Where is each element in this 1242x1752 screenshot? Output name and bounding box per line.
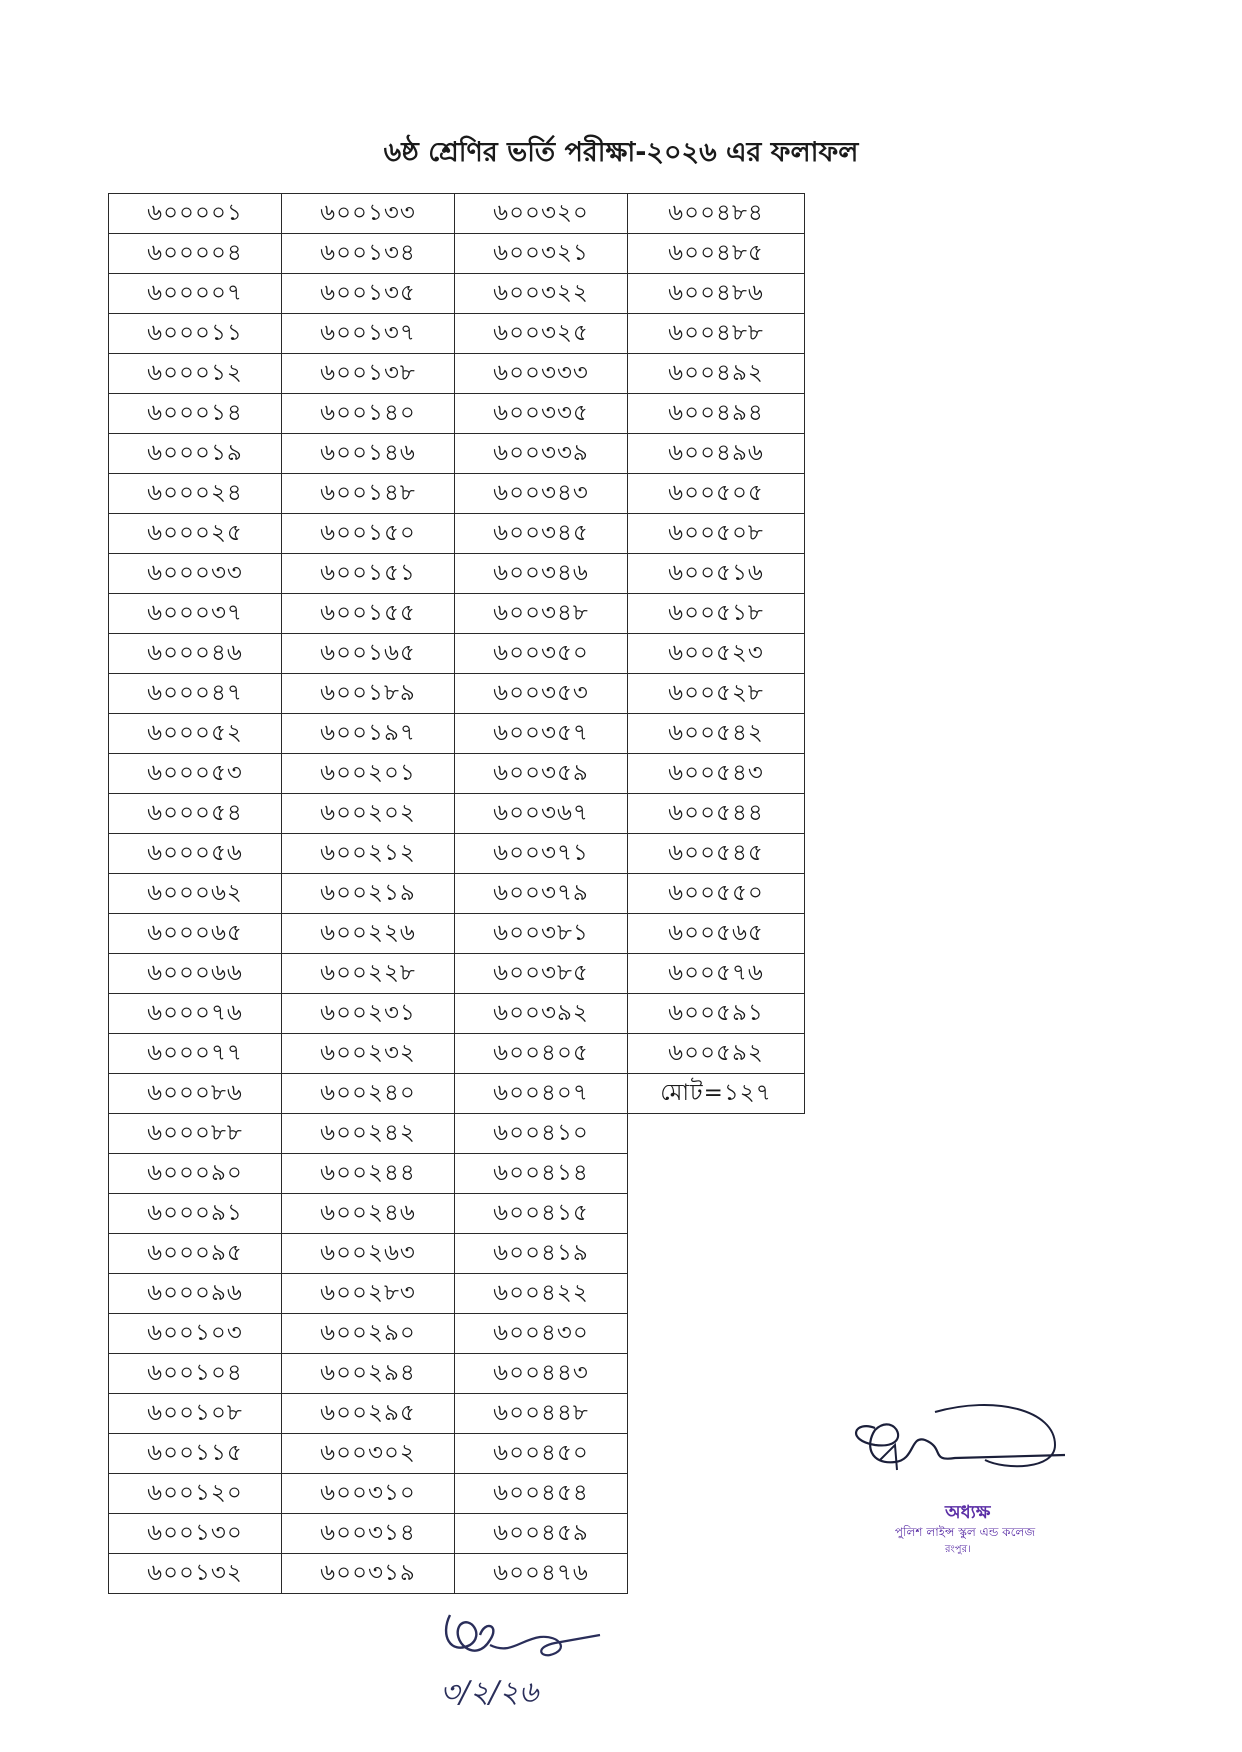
result-table [108,193,805,1594]
table-row [109,1114,805,1154]
table-row [109,394,805,434]
table-row [109,1514,805,1554]
table-row [109,714,805,754]
table-cell [628,1154,805,1194]
table-row [109,274,805,314]
table-cell: ৬০০২৪৪ [282,1154,455,1194]
table-cell: ৬০০২৪২ [282,1114,455,1154]
table-cell: ৬০০৪৮৬ [628,274,805,314]
table-cell: ৬০০৪৮৪ [628,194,805,234]
table-cell: ৬০০৪০৫ [455,1034,628,1074]
table-cell: ৬০০৩৯২ [455,994,628,1034]
table-cell: ৬০০৩৭১ [455,834,628,874]
table-row [109,754,805,794]
table-row [109,834,805,874]
table-cell: ৬০০২২৮ [282,954,455,994]
table-cell: ৬০০১৫০ [282,514,455,554]
table-cell: ৬০০১৬৫ [282,634,455,674]
table-cell: ৬০০৪১০ [455,1114,628,1154]
table-cell: ৬০০০৯৬ [109,1274,282,1314]
table-row [109,794,805,834]
table-row [109,914,805,954]
table-cell: ৬০০২৪৬ [282,1194,455,1234]
table-cell: ৬০০৫৯১ [628,994,805,1034]
table-cell: ৬০০৫৪২ [628,714,805,754]
table-cell: ৬০০৪৪৮ [455,1394,628,1434]
table-cell: ৬০০৩৩৯ [455,434,628,474]
table-cell [628,1354,805,1394]
table-cell: ৬০০৩২২ [455,274,628,314]
table-cell: ৬০০৩৫০ [455,634,628,674]
table-cell: ৬০০২৯০ [282,1314,455,1354]
table-cell: ৬০০০৮৮ [109,1114,282,1154]
table-cell: ৬০০৪৮৫ [628,234,805,274]
table-cell: ৬০০০৬৫ [109,914,282,954]
page-title: ৬ষ্ঠ শ্রেণির ভর্তি পরীক্ষা-২০২৬ এর ফলাফল [383,137,859,168]
table-row [109,594,805,634]
table-row [109,1314,805,1354]
table-cell: ৬০০৩২০ [455,194,628,234]
table-cell: ৬০০৩২৫ [455,314,628,354]
table-cell: ৬০০২১৯ [282,874,455,914]
table-cell: ৬০০১৩৫ [282,274,455,314]
principal-signature [835,1400,1095,1500]
table-cell: ৬০০৫১৮ [628,594,805,634]
table-cell: ৬০০০২৫ [109,514,282,554]
table-cell: ৬০০১০৮ [109,1394,282,1434]
table-cell: ৬০০৫৪৪ [628,794,805,834]
table-cell: ৬০০৫৬৫ [628,914,805,954]
table-row [109,874,805,914]
table-row [109,994,805,1034]
table-cell: ৬০০০৩৭ [109,594,282,634]
table-cell: ৬০০০৯৫ [109,1234,282,1274]
table-cell [628,1114,805,1154]
table-cell: ৬০০৩৩৩ [455,354,628,394]
table-cell: ৬০০৪৪৩ [455,1354,628,1394]
table-cell: ৬০০০১৯ [109,434,282,474]
table-cell [628,1554,805,1594]
table-row [109,314,805,354]
table-cell: ৬০০৪৭৬ [455,1554,628,1594]
table-cell: ৬০০৪৯৬ [628,434,805,474]
table-row [109,634,805,674]
table-cell: ৬০০৪৫৪ [455,1474,628,1514]
table-cell: ৬০০৫২৩ [628,634,805,674]
table-cell: ৬০০০১৪ [109,394,282,434]
table-cell: ৬০০০৫৩ [109,754,282,794]
table-cell: ৬০০২৬৩ [282,1234,455,1274]
table-cell: ৬০০২০২ [282,794,455,834]
table-cell: ৬০০৩৫৯ [455,754,628,794]
table-cell: ৬০০১০৪ [109,1354,282,1394]
table-cell: ৬০০৩২১ [455,234,628,274]
table-cell: ৬০০০৭৬ [109,994,282,1034]
table-cell: ৬০০১৩৮ [282,354,455,394]
table-cell: ৬০০৩১৪ [282,1514,455,1554]
table-cell: ৬০০৫৭৬ [628,954,805,994]
table-cell: ৬০০২২৬ [282,914,455,954]
table-cell: ৬০০৩৮৫ [455,954,628,994]
table-cell [628,1474,805,1514]
table-row [109,1354,805,1394]
table-cell: ৬০০৪১৯ [455,1234,628,1274]
table-row [109,554,805,594]
table-row [109,1194,805,1234]
table-cell: ৬০০০৫২ [109,714,282,754]
table-cell: ৬০০১৩৩ [282,194,455,234]
stamp-institution: পুলিশ লাইন্স স্কুল এন্ড কলেজ [894,1525,1036,1539]
table-cell: ৬০০২০১ [282,754,455,794]
table-cell: ৬০০৫৯২ [628,1034,805,1074]
table-row [109,354,805,394]
table-cell: ৬০০৫১৬ [628,554,805,594]
table-row [109,1394,805,1434]
table-row [109,234,805,274]
table-cell: ৬০০৩৪৮ [455,594,628,634]
table-cell: ৬০০১৯৭ [282,714,455,754]
table-cell: ৬০০১৪৬ [282,434,455,474]
table-cell [628,1194,805,1234]
table-cell: ৬০০৪৩০ [455,1314,628,1354]
table-cell [628,1514,805,1554]
table-row [109,1034,805,1074]
table-cell: ৬০০৪২২ [455,1274,628,1314]
table-cell: ৬০০০৪৭ [109,674,282,714]
table-cell: ৬০০৫০৫ [628,474,805,514]
table-cell: ৬০০১৫১ [282,554,455,594]
table-cell: ৬০০১০৩ [109,1314,282,1354]
table-cell: ৬০০২৪০ [282,1074,455,1114]
table-cell: ৬০০০৯১ [109,1194,282,1234]
table-cell: ৬০০৫৪৫ [628,834,805,874]
table-cell: ৬০০০০৭ [109,274,282,314]
table-cell: ৬০০২১২ [282,834,455,874]
table-cell: ৬০০০৫৬ [109,834,282,874]
table-row [109,674,805,714]
table-cell: ৬০০২৩১ [282,994,455,1034]
table-cell: ৬০০৪০৭ [455,1074,628,1114]
table-cell: ৬০০৫৪৩ [628,754,805,794]
table-cell: ৬০০১৪৮ [282,474,455,514]
table-row [109,1154,805,1194]
table-row [109,1234,805,1274]
table-cell: ৬০০১৩৭ [282,314,455,354]
table-cell: ৬০০০১১ [109,314,282,354]
table-cell [628,1314,805,1354]
table-row [109,474,805,514]
table-cell: ৬০০৩৫৭ [455,714,628,754]
table-cell: ৬০০৪৫০ [455,1434,628,1474]
table-cell: ৬০০১১৫ [109,1434,282,1474]
table-cell: ৬০০৩৮১ [455,914,628,954]
table-row [109,1274,805,1314]
table-cell: ৬০০০৩৩ [109,554,282,594]
table-cell: ৬০০০৬২ [109,874,282,914]
result-table-body [109,194,805,1594]
table-cell: ৬০০৩৪৫ [455,514,628,554]
table-cell: ৬০০৫০৮ [628,514,805,554]
table-row [109,1074,805,1114]
table-cell [628,1234,805,1274]
table-cell: ৬০০৩৪৬ [455,554,628,594]
table-cell: ৬০০০৪৬ [109,634,282,674]
table-cell: ৬০০০৬৬ [109,954,282,994]
stamp-title: অধ্যক্ষ [945,1502,991,1523]
table-cell: ৬০০২৩২ [282,1034,455,1074]
table-row [109,1474,805,1514]
table-cell: ৬০০৩১৯ [282,1554,455,1594]
table-cell: ৬০০৩০২ [282,1434,455,1474]
table-row [109,1554,805,1594]
table-cell: ৬০০৩৩৫ [455,394,628,434]
table-cell: ৬০০১৩৪ [282,234,455,274]
table-cell: ৬০০০৯০ [109,1154,282,1194]
table-cell: ৬০০০৮৬ [109,1074,282,1114]
table-cell: ৬০০৫২৮ [628,674,805,714]
table-cell [628,1434,805,1474]
table-cell: ৬০০১৮৯ [282,674,455,714]
table-cell: ৬০০৫৫০ [628,874,805,914]
table-cell: ৬০০১৫৫ [282,594,455,634]
date-note: ৩/২/২৬ [440,1675,539,1710]
table-cell: ৬০০০০৪ [109,234,282,274]
table-cell: ৬০০৪৯৪ [628,394,805,434]
table-cell: ৬০০৪৫৯ [455,1514,628,1554]
table-cell: মোট=১২৭ [628,1074,805,1114]
table-cell: ৬০০৩১০ [282,1474,455,1514]
table-cell: ৬০০২৮৩ [282,1274,455,1314]
table-cell: ৬০০০০১ [109,194,282,234]
principal-stamp [835,1400,1095,1555]
table-cell: ৬০০৩৪৩ [455,474,628,514]
table-cell: ৬০০০৫৪ [109,794,282,834]
table-row [109,1434,805,1474]
table-cell: ৬০০৩৬৭ [455,794,628,834]
table-cell: ৬০০৪১৫ [455,1194,628,1234]
table-cell: ৬০০৪১৪ [455,1154,628,1194]
table-cell: ৬০০৩৭৯ [455,874,628,914]
table-cell [628,1274,805,1314]
table-cell: ৬০০২৯৪ [282,1354,455,1394]
table-cell [628,1394,805,1434]
table-cell: ৬০০৪৯২ [628,354,805,394]
table-cell: ৬০০২৯৫ [282,1394,455,1434]
table-cell: ৬০০০১২ [109,354,282,394]
table-cell: ৬০০১৪০ [282,394,455,434]
table-row [109,514,805,554]
table-cell: ৬০০০২৪ [109,474,282,514]
table-cell: ৬০০৪৮৮ [628,314,805,354]
table-row [109,954,805,994]
table-cell: ৬০০১৩২ [109,1554,282,1594]
table-cell: ৬০০১৩০ [109,1514,282,1554]
stamp-place: রংপুর। [945,1544,971,1555]
table-cell: ৬০০১২০ [109,1474,282,1514]
table-row [109,194,805,234]
table-row [109,434,805,474]
table-cell: ৬০০৩৫৩ [455,674,628,714]
table-cell: ৬০০০৭৭ [109,1034,282,1074]
